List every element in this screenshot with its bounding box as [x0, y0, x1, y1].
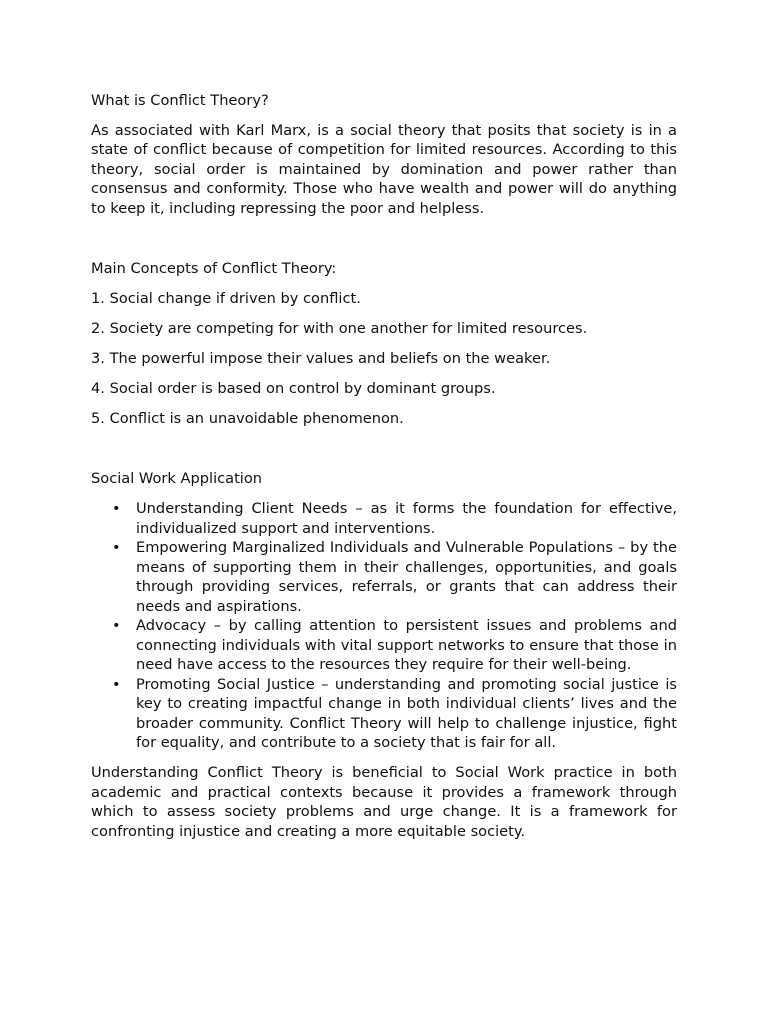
list-item	[91, 675, 677, 753]
list-item	[91, 499, 677, 538]
concept-item: 4. Social order is based on control by dominant groups.	[91, 379, 496, 397]
section-heading-social-work-application: Social Work Application	[91, 470, 263, 487]
conclusion-paragraph: Understanding Conflict Theory is beneficial to Social Work practice in both academic and practical contexts because it provides a framework through which to assess society problems and urge change. It is a framework for confronting injustice and creating a more equitable society.	[91, 764, 677, 840]
list-item	[91, 538, 677, 616]
bullet-text: Understanding Client Needs – as it forms the foundation for effective, individualized support and interventions.	[136, 500, 677, 537]
bullet-icon: •	[112, 617, 121, 634]
concept-item: 5. Conflict is an unavoidable phenomenon.	[91, 409, 404, 427]
intro-paragraph: As associated with Karl Marx, is a social theory that posits that society is in a state of conflict because of competition for limited resources. According to this theory, social order is maintained by domination and power rather than consensus and conformity. Those who have wealth and power will do anything to keep it, including repressing the poor and helpless.	[91, 121, 677, 217]
bullet-icon: •	[112, 500, 121, 517]
section-heading-what-is-conflict-theory: What is Conflict Theory?	[91, 92, 269, 109]
bullet-text: Empowering Marginalized Individuals and Vulnerable Populations – by the means of supporting them in their challenges, opportunities, and goals through providing services, referrals, or grants that can address their needs and aspirations.	[136, 539, 677, 615]
concept-item: 3. The powerful impose their values and beliefs on the weaker.	[91, 349, 551, 367]
document-page	[91, 91, 677, 841]
bullet-text: Promoting Social Justice – understanding and promoting social justice is key to creating impactful change in both individual clients’ lives and the broader community. Conflict Theory will help to challenge injustice, fight for equality, and contribute to a society that is fair for all.	[136, 675, 677, 751]
bullet-icon: •	[112, 539, 121, 556]
bullet-icon: •	[112, 675, 121, 693]
concept-item: 2. Society are competing for with one another for limited resources.	[91, 319, 588, 337]
list-item	[91, 616, 677, 675]
section-heading-main-concepts: Main Concepts of Conflict Theory:	[91, 260, 337, 277]
concept-item: 1. Social change if driven by conflict.	[91, 289, 361, 307]
bullet-text: Advocacy – by calling attention to persistent issues and problems and connecting individuals with vital support networks to ensure that those in need have access to the resources they require for their well-being.	[136, 617, 677, 673]
application-bullet-list	[91, 499, 677, 753]
